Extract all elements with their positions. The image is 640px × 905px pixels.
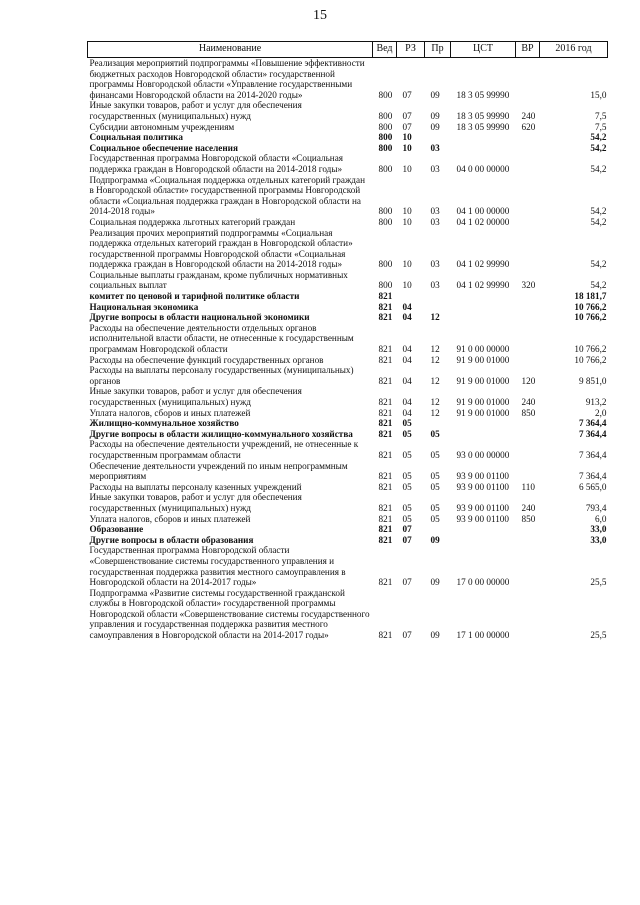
row-rz: 04 xyxy=(402,375,412,386)
row-vr: 120 xyxy=(521,375,536,386)
table-row xyxy=(88,365,608,386)
row-pr: 05 xyxy=(430,502,440,513)
row-rz: 07 xyxy=(402,534,412,545)
row-rz: 04 xyxy=(402,312,412,323)
row-pr xyxy=(425,132,451,143)
row-ved: 800 xyxy=(378,121,393,132)
row-amount: 18 181,7 xyxy=(574,291,607,302)
row-name: Другие вопросы в области национальной экономики xyxy=(89,312,310,323)
row-cst xyxy=(451,418,516,429)
table-row xyxy=(88,143,608,154)
row-vr xyxy=(516,143,540,154)
row-ved: 821 xyxy=(378,344,393,355)
row-cst: 04 1 02 99990 xyxy=(456,280,510,291)
row-vr xyxy=(516,153,540,174)
table-row xyxy=(88,524,608,535)
row-cst xyxy=(451,535,516,546)
row-rz: 07 xyxy=(402,630,412,641)
row-pr xyxy=(425,302,451,313)
row-name: Образование xyxy=(89,524,144,535)
row-cst: 91 9 00 01000 xyxy=(456,375,510,386)
row-pr xyxy=(425,524,451,535)
row-rz: 10 xyxy=(402,142,412,153)
table-row xyxy=(88,291,608,302)
row-name: Уплата налогов, сборов и иных платежей xyxy=(89,513,251,524)
row-vr xyxy=(516,418,540,429)
row-rz: 10 xyxy=(402,132,412,143)
header-name: Наименование xyxy=(88,42,373,58)
row-ved: 800 xyxy=(378,163,393,174)
row-pr: 12 xyxy=(430,354,440,365)
row-cst: 93 0 00 00000 xyxy=(456,449,510,460)
row-vr: 850 xyxy=(521,513,536,524)
table-header-row xyxy=(88,42,608,58)
row-amount: 25,5 xyxy=(590,577,607,588)
row-rz: 10 xyxy=(402,259,412,270)
row-name: Социальная политика xyxy=(89,132,183,143)
table-row xyxy=(88,100,608,121)
row-pr: 12 xyxy=(430,397,440,407)
table-row xyxy=(88,153,608,174)
row-vr xyxy=(516,217,540,228)
row-pr xyxy=(425,418,451,429)
row-ved: 821 xyxy=(378,524,393,535)
row-amount: 54,2 xyxy=(590,142,607,153)
row-ved: 800 xyxy=(378,132,393,143)
row-name: Иные закупки товаров, работ и услуг для обеспечения государственных (муниципальных) нужд xyxy=(89,386,302,407)
row-cst xyxy=(451,302,516,313)
row-pr: 09 xyxy=(430,121,440,132)
row-amount: 793,4 xyxy=(585,502,607,513)
row-vr: 320 xyxy=(521,280,536,291)
row-ved: 800 xyxy=(378,110,393,121)
row-name: Жилищно-коммунальное хозяйство xyxy=(89,418,239,429)
table-row xyxy=(88,386,608,407)
row-cst: 91 9 00 01000 xyxy=(456,407,510,418)
row-name: Другие вопросы в области образования xyxy=(89,534,254,545)
table-row xyxy=(88,228,608,270)
row-amount: 2,0 xyxy=(595,407,607,418)
header-ved: Вед xyxy=(373,42,397,58)
table-row xyxy=(88,312,608,323)
row-name: Иные закупки товаров, работ и услуг для обеспечения государственных (муниципальных) нужд xyxy=(89,100,302,121)
row-ved: 821 xyxy=(378,630,393,641)
row-amount: 33,0 xyxy=(590,534,607,545)
row-vr xyxy=(516,302,540,313)
row-name: комитет по ценовой и тарифной политике области xyxy=(89,291,300,302)
table-row xyxy=(88,535,608,546)
row-rz: 10 xyxy=(402,163,412,174)
row-amount: 9 851,0 xyxy=(578,375,607,386)
row-amount: 10 766,2 xyxy=(574,301,607,312)
row-vr xyxy=(516,439,540,460)
row-pr: 09 xyxy=(430,110,440,121)
table-row xyxy=(88,355,608,366)
row-pr: 05 xyxy=(430,428,440,439)
row-vr: 240 xyxy=(521,110,536,121)
table-row xyxy=(88,588,608,641)
header-pr: Пр xyxy=(425,42,451,58)
row-vr xyxy=(516,524,540,535)
row-ved: 821 xyxy=(378,397,393,407)
row-pr xyxy=(425,291,451,302)
row-vr xyxy=(516,228,540,270)
budget-table xyxy=(87,41,608,641)
header-cst: ЦСТ xyxy=(451,42,516,58)
table-row xyxy=(88,514,608,525)
row-pr: 12 xyxy=(430,312,440,323)
row-ved: 821 xyxy=(378,449,393,460)
row-vr xyxy=(516,545,540,587)
header-amount: 2016 год xyxy=(540,42,608,58)
table-row xyxy=(88,461,608,482)
row-cst xyxy=(451,291,516,302)
row-name: Субсидии автономным учреждениям xyxy=(89,121,235,132)
row-name: Расходы на обеспечение деятельности отдельных органов исполнительной власти области, не отнесенные к государственным программам Новгородской области xyxy=(89,322,354,355)
row-rz xyxy=(397,291,425,302)
row-rz: 04 xyxy=(402,354,412,365)
table-row xyxy=(88,408,608,419)
row-amount: 25,5 xyxy=(590,630,607,641)
row-cst: 04 1 02 00000 xyxy=(456,216,510,227)
row-name: Государственная программа Новгородской области «Совершенствование системы государственного управления и государственная поддержка развития местного самоуправления в Новгородской области на 2014-2017 годы» xyxy=(89,545,346,588)
row-pr: 12 xyxy=(430,407,440,418)
row-name: Социальная поддержка льготных категорий граждан xyxy=(89,216,296,227)
row-vr xyxy=(516,429,540,440)
row-name: Расходы на выплаты персоналу казенных учреждений xyxy=(89,481,302,492)
row-name: Подпрограмма «Развитие системы государственной гражданской службы в Новгородской области» государственной программы Новгородской области «Совершенствование системы государственного управления и государственная поддержка развития местного самоуправления в Новгородской области на 2014-2017 годы» xyxy=(89,587,370,641)
row-rz: 05 xyxy=(402,502,412,513)
row-rz: 07 xyxy=(402,110,412,121)
table-row xyxy=(88,58,608,101)
row-ved: 800 xyxy=(378,280,393,291)
table-row xyxy=(88,122,608,133)
row-pr: 09 xyxy=(430,89,440,100)
row-cst: 18 3 05 99990 xyxy=(456,110,510,121)
row-pr: 05 xyxy=(430,513,440,524)
row-ved: 800 xyxy=(378,142,393,153)
row-cst: 91 9 00 01000 xyxy=(456,354,510,365)
row-amount: 7,5 xyxy=(595,110,607,121)
row-pr: 03 xyxy=(430,142,440,153)
table-row xyxy=(88,217,608,228)
row-pr: 03 xyxy=(430,216,440,227)
row-rz: 05 xyxy=(402,481,412,492)
row-amount: 7 364,4 xyxy=(578,471,607,482)
row-cst xyxy=(451,429,516,440)
row-vr xyxy=(516,291,540,302)
table-row xyxy=(88,132,608,143)
table-row xyxy=(88,302,608,313)
row-rz: 04 xyxy=(402,344,412,355)
row-vr xyxy=(516,535,540,546)
row-amount: 10 766,2 xyxy=(574,344,607,355)
table-row xyxy=(88,270,608,291)
row-rz: 07 xyxy=(402,524,412,535)
row-ved: 821 xyxy=(378,354,393,365)
row-vr: 850 xyxy=(521,407,536,418)
row-name: Расходы на обеспечение функций государственных органов xyxy=(89,354,324,365)
row-ved: 800 xyxy=(378,89,393,100)
row-ved: 821 xyxy=(378,418,393,429)
row-pr: 03 xyxy=(430,206,440,217)
row-cst xyxy=(451,132,516,143)
table-row xyxy=(88,429,608,440)
row-cst: 04 1 00 00000 xyxy=(456,206,510,217)
row-pr: 05 xyxy=(430,471,440,482)
row-amount: 7 364,4 xyxy=(578,418,607,429)
row-cst: 93 9 00 01100 xyxy=(456,502,509,513)
table-row xyxy=(88,545,608,587)
row-amount: 54,2 xyxy=(590,259,607,270)
row-amount: 54,2 xyxy=(590,132,607,143)
row-cst xyxy=(451,524,516,535)
row-name: Уплата налогов, сборов и иных платежей xyxy=(89,407,251,418)
row-ved: 821 xyxy=(378,502,393,513)
row-cst: 18 3 05 99990 xyxy=(456,121,510,132)
row-ved: 821 xyxy=(378,407,393,418)
row-pr: 09 xyxy=(430,534,440,545)
row-vr xyxy=(516,355,540,366)
row-cst: 04 0 00 00000 xyxy=(456,163,510,174)
row-amount: 7 364,4 xyxy=(578,449,607,460)
row-rz: 05 xyxy=(402,449,412,460)
row-cst: 91 9 00 01000 xyxy=(456,397,510,407)
row-ved: 821 xyxy=(378,481,393,492)
row-pr: 05 xyxy=(430,449,440,460)
row-name: Социальные выплаты гражданам, кроме публичных нормативных социальных выплат xyxy=(89,269,348,291)
table-row xyxy=(88,439,608,460)
row-name: Реализация прочих мероприятий подпрограммы «Социальная поддержка отдельных категорий граждан в Новгородской области» государственной программы Новгородской области «Социальная поддержка граждан в Новгородской области на 2014-2018 годы» xyxy=(89,227,353,270)
row-vr xyxy=(516,175,540,217)
row-cst: 04 1 02 99990 xyxy=(456,259,510,270)
row-rz: 10 xyxy=(402,216,412,227)
row-rz: 05 xyxy=(402,418,412,429)
header-rz: РЗ xyxy=(397,42,425,58)
row-ved: 821 xyxy=(378,312,393,323)
table-row xyxy=(88,323,608,355)
row-cst: 91 0 00 00000 xyxy=(456,344,510,355)
row-ved: 821 xyxy=(378,534,393,545)
row-amount: 10 766,2 xyxy=(574,312,607,323)
row-name: Социальное обеспечение населения xyxy=(89,142,238,153)
row-cst: 17 1 00 00000 xyxy=(456,630,510,641)
row-rz: 07 xyxy=(402,121,412,132)
row-rz: 05 xyxy=(402,428,412,439)
row-rz: 05 xyxy=(402,471,412,482)
row-cst: 17 0 00 00000 xyxy=(456,577,510,588)
row-pr: 03 xyxy=(430,280,440,291)
row-amount: 54,2 xyxy=(590,206,607,217)
row-vr: 620 xyxy=(521,121,536,132)
row-pr: 09 xyxy=(430,630,440,641)
row-cst: 93 9 00 01100 xyxy=(456,481,509,492)
row-cst: 93 9 00 01100 xyxy=(456,513,509,524)
row-name: Подпрограмма «Социальная поддержка отдельных категорий граждан в Новгородской области» государственной программы Новгородской области «Социальная поддержка граждан в Новгородской области на 2014-2018 годы» xyxy=(89,174,365,217)
row-rz: 04 xyxy=(402,407,412,418)
row-ved: 800 xyxy=(378,206,393,217)
row-vr: 240 xyxy=(521,397,536,407)
table-row xyxy=(88,482,608,493)
row-pr: 12 xyxy=(430,375,440,386)
row-ved: 821 xyxy=(378,375,393,386)
row-pr: 09 xyxy=(430,577,440,588)
row-amount: 6,0 xyxy=(595,513,607,524)
row-amount: 15,0 xyxy=(590,89,607,100)
row-vr xyxy=(516,323,540,355)
row-name: Иные закупки товаров, работ и услуг для обеспечения государственных (муниципальных) нужд xyxy=(89,492,302,513)
row-rz: 10 xyxy=(402,280,412,291)
row-ved: 800 xyxy=(378,216,393,227)
row-amount: 33,0 xyxy=(590,524,607,535)
table-row xyxy=(88,492,608,513)
row-rz: 10 xyxy=(402,206,412,217)
row-vr xyxy=(516,461,540,482)
row-name: Обеспечение деятельности учреждений по иным непрограммным мероприятиям xyxy=(89,460,348,482)
row-name: Расходы на выплаты персоналу государственных (муниципальных) органов xyxy=(89,365,354,386)
row-vr: 110 xyxy=(521,481,535,492)
row-amount: 10 766,2 xyxy=(574,354,607,365)
row-pr: 12 xyxy=(430,344,440,355)
table-row xyxy=(88,418,608,429)
row-rz: 07 xyxy=(402,89,412,100)
row-cst xyxy=(451,143,516,154)
row-cst: 18 3 05 99990 xyxy=(456,89,510,100)
row-name: Государственная программа Новгородской области «Социальная поддержка граждан в Новгородской области на 2014-2018 годы» xyxy=(89,153,344,174)
row-rz: 05 xyxy=(402,513,412,524)
page-number: 15 xyxy=(313,8,327,23)
table-row xyxy=(88,175,608,217)
row-vr xyxy=(516,588,540,641)
row-vr: 240 xyxy=(521,502,536,513)
row-amount: 54,2 xyxy=(590,163,607,174)
row-name: Другие вопросы в области жилищно-коммунального хозяйства xyxy=(89,428,353,439)
row-amount: 7 364,4 xyxy=(578,428,607,439)
row-name: Национальная экономика xyxy=(89,301,199,312)
row-ved: 821 xyxy=(378,577,393,588)
row-ved: 821 xyxy=(378,428,393,439)
row-rz: 04 xyxy=(402,397,412,407)
row-pr: 05 xyxy=(430,481,440,492)
row-rz: 04 xyxy=(402,301,412,312)
row-ved: 821 xyxy=(378,471,393,482)
row-cst: 93 9 00 01100 xyxy=(456,471,509,482)
row-pr: 03 xyxy=(430,259,440,270)
row-ved: 821 xyxy=(378,513,393,524)
row-pr: 03 xyxy=(430,163,440,174)
row-vr xyxy=(516,132,540,143)
row-amount: 6 565,0 xyxy=(578,481,607,492)
row-amount: 7,5 xyxy=(595,121,607,132)
row-rz: 07 xyxy=(402,577,412,588)
row-name: Реализация мероприятий подпрограммы «Повышение эффективности бюджетных расходов Новгородской области» государственной программы Новгородской области «Управление государственными финансами Новгородской области на 2014-2020 годы» xyxy=(89,58,365,100)
header-vr: ВР xyxy=(516,42,540,58)
row-amount: 54,2 xyxy=(590,216,607,227)
row-ved: 800 xyxy=(378,259,393,270)
row-amount: 913,2 xyxy=(585,397,607,407)
row-vr xyxy=(516,312,540,323)
row-ved: 821 xyxy=(378,291,393,302)
row-vr xyxy=(516,58,540,101)
row-cst xyxy=(451,312,516,323)
row-amount: 54,2 xyxy=(590,280,607,291)
row-ved: 821 xyxy=(378,301,393,312)
row-name: Расходы на обеспечение деятельности учреждений, не отнесенные к государственным программам области xyxy=(89,439,359,460)
